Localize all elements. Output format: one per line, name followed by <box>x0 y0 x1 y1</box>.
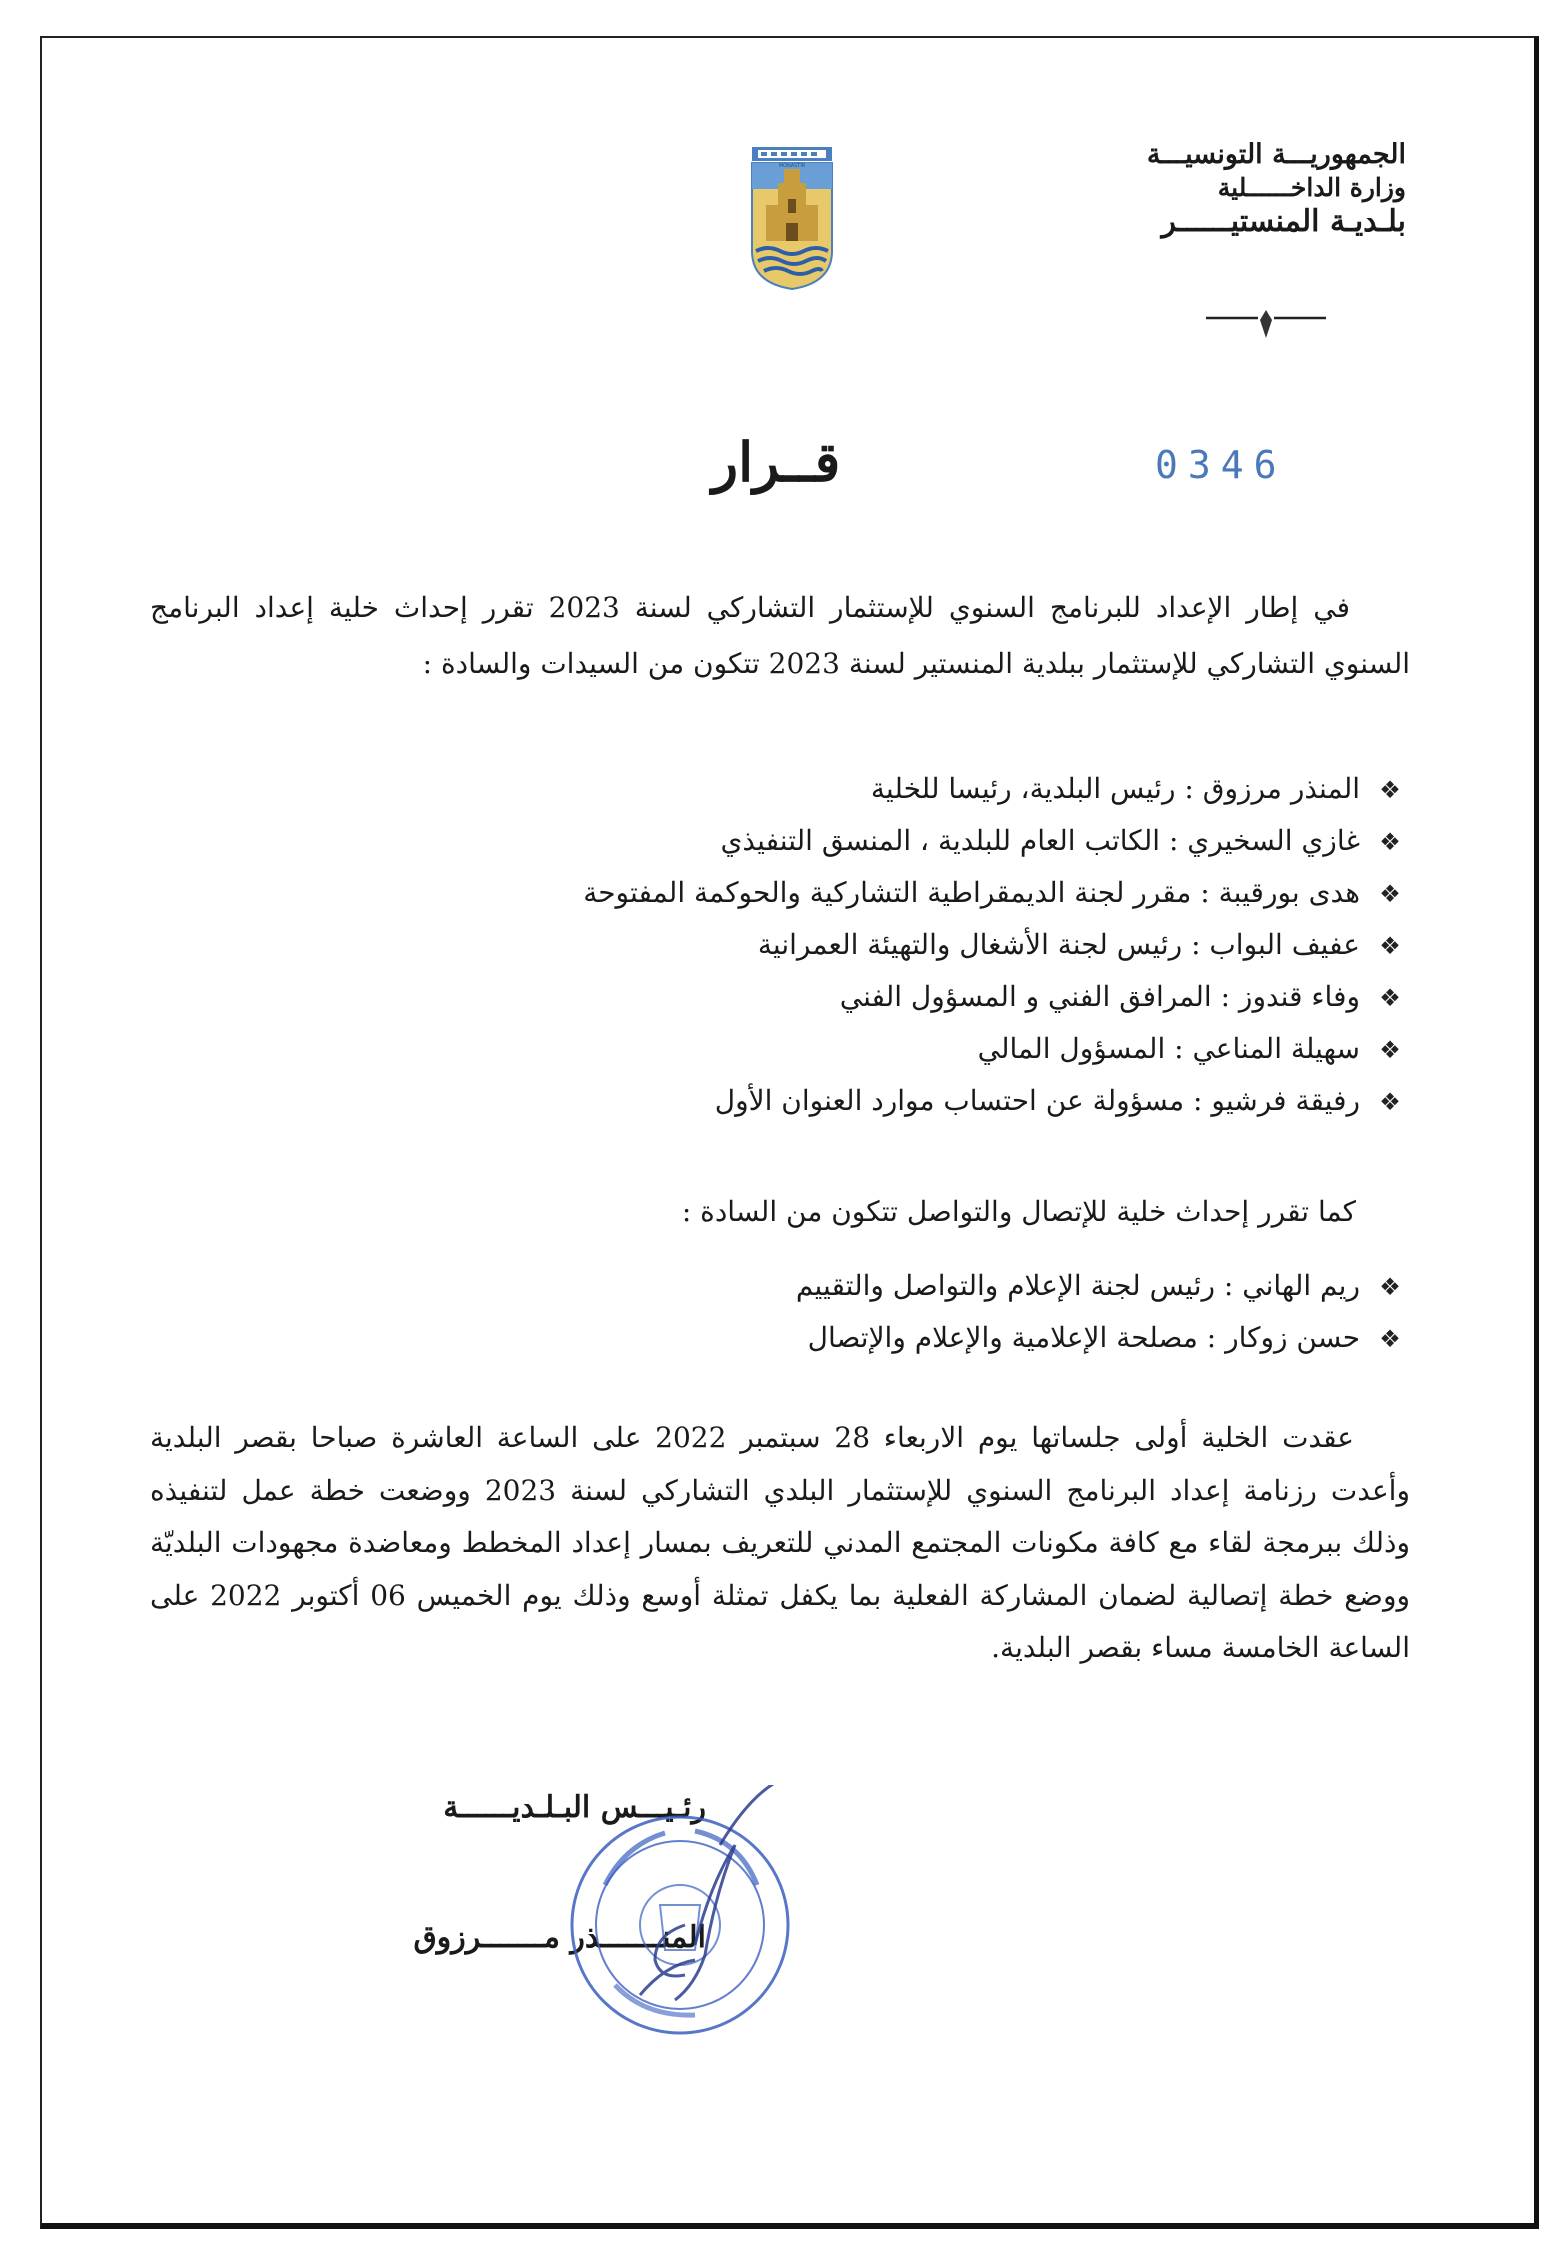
member-text: ريم الهاني : رئيس لجنة الإعلام والتواصل والتقييم <box>795 1269 1360 1302</box>
list-item <box>583 919 1406 971</box>
monastir-municipality-coat-of-arms-icon <box>748 143 836 291</box>
diamond-bullet-icon: ❖ <box>1379 776 1401 804</box>
letterhead-republic: الجمهوريـــة التونسيـــة <box>1146 139 1406 170</box>
letterhead <box>1076 138 1406 241</box>
signatory-name: المنـــــــذر مـــــــرزوق <box>413 1920 706 1955</box>
member-text: عفيف البواب : رئيس لجنة الأشغال والتهيئة العمرانية <box>757 928 1360 961</box>
list-item <box>583 971 1406 1023</box>
intro-paragraph: في إطار الإعداد للبرنامج السنوي للإستثمار التشاركي لسنة 2023 تقرر إحداث خلية إعداد البرنامج السنوي التشاركي للإستثمار ببلدية المنستير لسنة 2023 تتكون من السيدات والسادة : <box>150 591 1410 680</box>
list-item <box>796 1312 1406 1364</box>
diamond-bullet-icon: ❖ <box>1379 1273 1401 1301</box>
diamond-bullet-icon: ❖ <box>1379 984 1401 1012</box>
letterhead-ministry: وزارة الداخــــــلية <box>1217 172 1406 202</box>
list-item <box>583 1075 1406 1127</box>
list-item <box>583 1023 1406 1075</box>
member-text: سهيلة المناعي : المسؤول المالي <box>977 1032 1360 1065</box>
logo-caption: MONASTIR <box>778 163 806 169</box>
signatory-title: رئـيـــس البـلـديــــــة <box>443 1790 706 1825</box>
member-text: غازي السخيري : الكاتب العام للبلدية ، المنسق التنفيذي <box>720 824 1360 857</box>
member-text: رفيقة فرشيو : مسؤولة عن احتساب موارد العنوان الأول <box>714 1084 1360 1117</box>
list-item <box>796 1260 1406 1312</box>
diamond-bullet-icon: ❖ <box>1379 1036 1401 1064</box>
session-paragraph: عقدت الخلية أولى جلساتها يوم الاربعاء 28 سبتمبر 2022 على الساعة العاشرة صباحا بقصر البلدية وأعدت رزنامة إعداد البرنامج السنوي للإستثمار البلدي التشاركي لسنة 2023 ووضعت خطة عمل لتنفيذه وذلك ببرمجة لقاء مع كافة مكونات المجتمع المدني للتعريف بمسار إعداد المخطط ومعاضدة مجهودات البلديّة ووضع خطة إتصالية لضمان المشاركة الفعلية بما يكفل تمثلة أوسع وذلك يوم الخميس 06 أكتوبر 2022 على الساعة الخامسة مساء بقصر البلدية. <box>150 1421 1410 1664</box>
diamond-bullet-icon: ❖ <box>1379 880 1401 908</box>
reference-number: 0346 <box>1155 443 1287 487</box>
member-text: المنذر مرزوق : رئيس البلدية، رئيسا للخلية <box>870 772 1360 805</box>
diamond-bullet-icon: ❖ <box>1379 932 1401 960</box>
letterhead-municipality: بلـديـة المنستيــــــر <box>1161 204 1406 239</box>
members-list <box>583 763 1406 1127</box>
diamond-bullet-icon: ❖ <box>1379 828 1401 856</box>
communication-intro: كما تقرر إحداث خلية للإتصال والتواصل تتكون من السادة : <box>681 1195 1356 1228</box>
diamond-bullet-icon: ❖ <box>1379 1325 1401 1353</box>
member-text: هدى بورقيبة : مقرر لجنة الديمقراطية التشاركية والحوكمة المفتوحة <box>583 876 1360 909</box>
list-item <box>583 867 1406 919</box>
official-round-stamp-icon <box>545 1785 815 2055</box>
member-text: حسن زوكار : مصلحة الإعلامية والإعلام والإتصال <box>807 1321 1360 1354</box>
member-text: وفاء قندوز : المرافق الفني و المسؤول الفني <box>839 980 1360 1013</box>
list-item <box>583 815 1406 867</box>
header-ornament-divider <box>1206 310 1326 340</box>
communication-members-list <box>796 1260 1406 1364</box>
document-title: قــرار <box>712 430 841 494</box>
list-item <box>583 763 1406 815</box>
diamond-bullet-icon: ❖ <box>1379 1088 1401 1116</box>
